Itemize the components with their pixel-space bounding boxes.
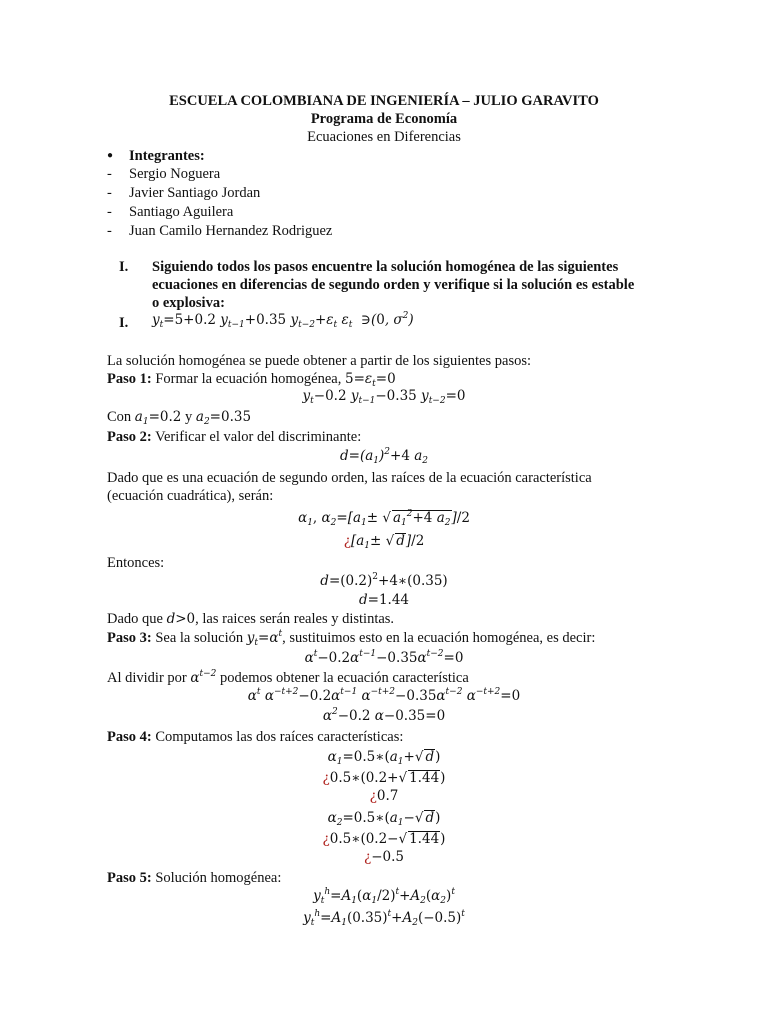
discriminant-substituted: $d=(0.2)^2+4∗(0.35)$ — [320, 572, 448, 589]
coefficients-line: Con $a_1=0.2$ y $a_2=0.35$ — [107, 409, 252, 427]
school-title: ESCUELA COLOMBIANA DE INGENIERÍA – JULIO GARAVITO — [169, 93, 599, 109]
al-dividir-line: Al dividir por $\alpha^{t-2}$ podemos obtener la ecuación característica — [107, 669, 469, 686]
member-name: Javier Santiago Jordan — [129, 185, 261, 201]
paso2-text: Verificar el valor del discriminante: — [155, 429, 362, 445]
sqrt-value: 1.44 — [409, 770, 440, 786]
dado2-line: Dado que d>0, las raices serán reales y distintas. — [107, 611, 395, 627]
homogeneous-equation: $y_t-0.2$ $y_{t-1}-0.35$ $y_{t-2}=0$ — [302, 388, 466, 406]
paso3-label: Paso 3: — [107, 630, 152, 646]
bullet-icon: ● — [107, 150, 114, 161]
paso1-text: Formar la ecuación homogénea, — [155, 371, 342, 387]
homogeneous-solution-numeric: $y_t^h=A_1(0.35)^t+A_2(-0.5)^t$ — [303, 909, 465, 928]
dado1-line: Dado que es una ecuación de segundo orden, las raíces de la ecuación característica — [107, 470, 592, 486]
red-mark: ¿ — [322, 770, 330, 786]
alpha2-result: −0.5 — [371, 849, 405, 865]
division-equation: $\alpha^t$ $\alpha^{-t+2}-0.2\alpha^{t-1}$ $\alpha^{-t+2}-0.35\alpha^{t-2}$ $\alpha^{-t+2}=0$ — [247, 687, 521, 704]
dash-marker: - — [107, 185, 112, 201]
characteristic-equation: $\alpha^2-0.2$ α−0.35=0 — [322, 707, 446, 724]
paso5-text: Solución homogénea: — [155, 870, 282, 886]
member-item — [107, 166, 221, 182]
con-word: Con — [107, 409, 132, 425]
dash-marker: - — [107, 166, 112, 182]
roots-formula-simplified: ¿[$a_1\pm$ √ d]/2 — [343, 533, 425, 551]
task-line: o explosiva: — [152, 295, 225, 311]
paso2-label: Paso 2: — [107, 429, 152, 445]
alpha2-formula: $\alpha_2=0.5∗(a_1-√$ d) — [327, 810, 441, 828]
members-heading-label: Integrantes: — [129, 148, 205, 164]
al-dividir-pre: Al dividir por — [107, 670, 187, 686]
paso4-line — [107, 730, 403, 745]
dado1-line: (ecuación cuadrática), serán: — [107, 488, 274, 504]
alpha1-substituted: ¿0.5∗(0.2+√ 1.44) — [322, 770, 446, 786]
al-dividir-post: podemos obtener la ecuación característica — [220, 670, 469, 686]
red-mark: ¿ — [343, 533, 351, 549]
member-name: Sergio Noguera — [129, 166, 221, 182]
member-item — [107, 204, 234, 220]
task-line: ecuaciones en diferencias de segundo orden y verifique si la solución es estable — [152, 277, 635, 293]
alpha1-result: 0.7 — [376, 788, 399, 804]
member-name: Santiago Aguilera — [129, 204, 234, 220]
y-word: y — [185, 409, 193, 425]
paso3-pre: Sea la solución — [155, 630, 244, 646]
alpha1-formula: $\alpha_1=0.5∗(a_1+√$ d) — [327, 749, 441, 767]
dash-marker: - — [107, 204, 112, 220]
task-line: Siguiendo todos los pasos encuentre la solución homogénea de las siguientes — [152, 259, 619, 275]
program-title: Programa de Economía — [310, 111, 458, 127]
paso2-line — [107, 430, 361, 445]
given-equation: $y_t=5+0.2$ $y_{t-1}+0.35$ $y_{t-2}+\varepsilon_t$ $\varepsilon_t$ ∋(0, $\sigma^2$) — [152, 311, 414, 330]
paso1-line: Paso 1: Formar la ecuación homogénea, $5=\varepsilon_t=0$ — [107, 371, 396, 389]
roots-formula: $\alpha_1$, $\alpha_2=[a_1\pm$ √ $a_1^2+4$ $a_2]/2$ — [298, 509, 470, 528]
discriminant-value: d=1.44 — [358, 592, 410, 608]
homogeneous-solution-general: $y_t^h=A_1(\alpha_1/2)^t+A_2(\alpha_2)^t$ — [313, 887, 455, 906]
paso3-line: Paso 3: Sea la solución $y_t=\alpha^t$, sustituimos esto en la ecuación homogénea, es decir: — [107, 629, 596, 648]
members-heading — [107, 148, 205, 164]
alpha2-value — [0, 851, 768, 865]
dado2-post: , las raices serán reales y distintas. — [195, 611, 395, 627]
dash-marker: - — [107, 223, 112, 239]
paso3-post: , sustituimos esto en la ecuación homogénea, es decir: — [282, 630, 596, 646]
red-mark: ¿ — [363, 849, 372, 865]
intro-text: La solución homogénea se puede obtener a partir de los siguientes pasos: — [107, 353, 532, 369]
equation-numeral: I. — [119, 315, 129, 331]
paso5-label: Paso 5: — [107, 870, 152, 886]
paso5-line — [107, 871, 281, 886]
member-item — [107, 223, 333, 239]
entonces-text: Entonces: — [107, 555, 165, 571]
task-numeral: I. — [119, 259, 129, 275]
sqrt-value: 1.44 — [409, 831, 440, 847]
red-mark: ¿ — [322, 831, 330, 847]
member-item — [107, 185, 261, 201]
substitution-equation: $\alpha^t-0.2\alpha^{t-1}-0.35\alpha^{t-2}=0$ — [304, 649, 464, 666]
course-title: Ecuaciones en Diferencias — [307, 129, 461, 145]
member-name: Juan Camilo Hernandez Rodriguez — [129, 223, 333, 239]
alpha2-substituted: ¿0.5∗(0.2−√ 1.44) — [322, 831, 446, 847]
discriminant-formula: $d=(a_1)^2+4$ $a_2$ — [339, 447, 429, 466]
paso4-text: Computamos las dos raíces características: — [155, 729, 404, 745]
paso1-label: Paso 1: — [107, 371, 152, 387]
red-mark: ¿ — [369, 788, 377, 804]
alpha1-value — [0, 790, 768, 804]
dado2-pre: Dado que — [107, 611, 163, 627]
paso4-label: Paso 4: — [107, 729, 152, 745]
